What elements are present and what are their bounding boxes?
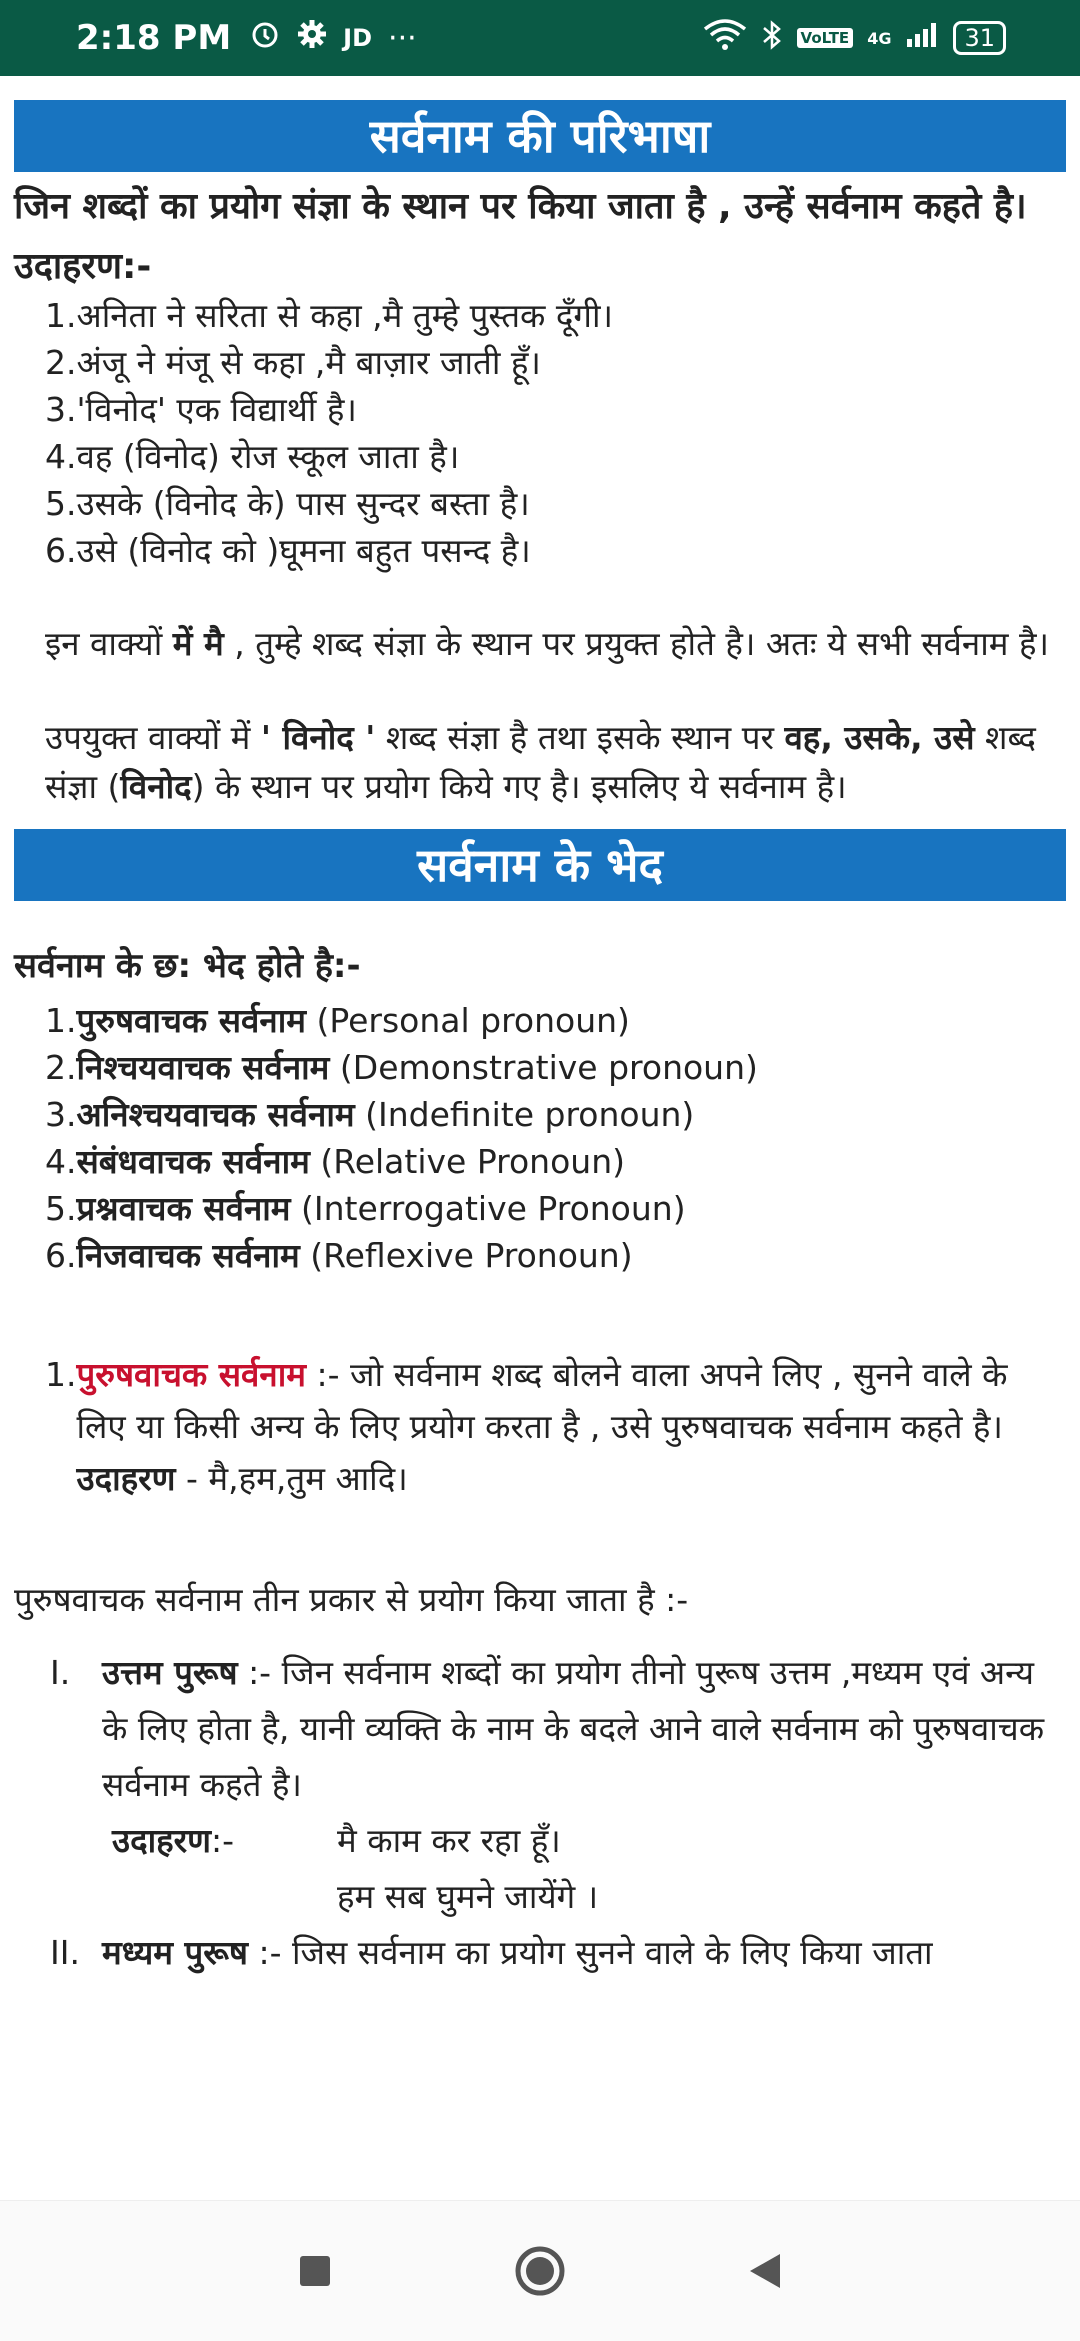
list-item: 1.पुरुषवाचक सर्वनाम (Personal pronoun) <box>45 1001 630 1040</box>
list-item: 3.अनिश्चयवाचक सर्वनाम (Indefinite pronoun) <box>45 1095 695 1134</box>
home-button[interactable] <box>510 2241 570 2301</box>
home-circle-icon <box>514 2245 566 2297</box>
back-triangle-icon <box>747 2251 783 2291</box>
examples-list <box>45 292 1080 574</box>
types-intro: सर्वनाम के छ: भेद होते है:- <box>14 946 361 986</box>
bluetooth-icon <box>761 19 783 58</box>
list-item: 6.निजवाचक सर्वनाम (Reflexive Pronoun) <box>45 1236 633 1275</box>
examples-label: उदाहरण:- <box>14 246 152 287</box>
list-item: 2.अंजू ने मंजू से कहा ,मै बाज़ार जाती हूँ। <box>45 343 541 382</box>
list-item: 6.उसे (विनोद को )घूमना बहुत पसन्द है। <box>45 531 531 570</box>
carrier-label: JD <box>343 24 373 52</box>
list-item: 5.प्रश्नवाचक सर्वनाम (Interrogative Pronoun) <box>45 1189 686 1228</box>
personal-pronoun-term: पुरुषवाचक सर्वनाम <box>76 1355 306 1394</box>
back-button[interactable] <box>735 2241 795 2301</box>
battery-level: 31 <box>953 21 1006 55</box>
explanation-paragraph-2: उपयुक्त वाक्यों में ' विनोद ' शब्द संज्ञा है तथा इसके स्थान पर वह, उसके, उसे शब्द संज्ञा (विनोद) के स्थान पर प्रयोग किये गए है। इसलिए ये सर्वनाम है। <box>45 718 1036 806</box>
network-type: 4G <box>867 28 892 48</box>
volte-badge: VoLTE <box>797 28 854 48</box>
more-notifications: ··· <box>388 20 417 56</box>
list-item: 4.संबंधवाचक सर्वनाम (Relative Pronoun) <box>45 1142 625 1181</box>
personal-pronoun-definition: 1. पुरुषवाचक सर्वनाम :- जो सर्वनाम शब्द बोलने वाला अपने लिए , सुनने वाले के लिए या किसी अन्य के लिए प्रयोग करता है , उसे पुरुषवाचक सर्वनाम कहते है। उदाहरण - मै,हम,तुम आदि। <box>45 1355 1008 1498</box>
list-item: 2.निश्चयवाचक सर्वनाम (Demonstrative pronoun) <box>45 1048 758 1087</box>
recents-button[interactable] <box>285 2241 345 2301</box>
status-bar <box>0 0 1080 76</box>
definition-text: जिन शब्दों का प्रयोग संज्ञा के स्थान पर किया जाता है , उन्हें सर्वनाम कहते है। <box>14 186 1027 227</box>
explanation-paragraph-1: इन वाक्यों में मै , तुम्हे शब्द संज्ञा के स्थान पर प्रयुक्त होते है। अतः ये सभी सर्वनाम है। <box>45 624 1050 663</box>
status-time: 2:18 PM <box>76 18 232 58</box>
pronoun-types-list <box>45 997 1080 1279</box>
wifi-icon <box>703 19 747 58</box>
section-title-definition: सर्वनाम की परिभाषा <box>14 100 1066 172</box>
list-item: 3.'विनोद' एक विद्यार्थी है। <box>45 390 357 429</box>
square-icon <box>298 2254 332 2288</box>
signal-icon <box>905 21 939 56</box>
list-item: 1.अनिता ने सरिता से कहा ,मै तुम्हे पुस्तक दूँगी। <box>45 296 613 335</box>
kind-first-person: I. उत्तम पुरूष :- जिन सर्वनाम शब्दों का प्रयोग तीनो पुरूष उत्तम ,मध्यम एवं अन्य के लिए होता है, यानी व्यक्ति के नाम के बदले आने वाले सर्वनाम को पुरुषवाचक सर्वनाम कहते है। उदाहरण:- मै काम कर रहा हूँ। हम सब घुमने जायेंगे । <box>50 1653 1045 1916</box>
article-content[interactable] <box>0 100 1080 2190</box>
list-item: 5.उसके (विनोद के) पास सुन्दर बस्ता है। <box>45 484 530 523</box>
gear-icon <box>297 19 327 57</box>
section-title-types: सर्वनाम के भेद <box>14 829 1066 901</box>
list-item: 4.वह (विनोद) रोज स्कूल जाता है। <box>45 437 460 476</box>
navigation-bar <box>0 2200 1080 2341</box>
kind-second-person: II. मध्यम पुरूष :- जिस सर्वनाम का प्रयोग सुनने वाले के लिए किया जाता <box>50 1933 933 1972</box>
usage-intro: पुरुषवाचक सर्वनाम तीन प्रकार से प्रयोग किया जाता है :- <box>14 1580 689 1619</box>
alarm-icon <box>249 18 281 58</box>
